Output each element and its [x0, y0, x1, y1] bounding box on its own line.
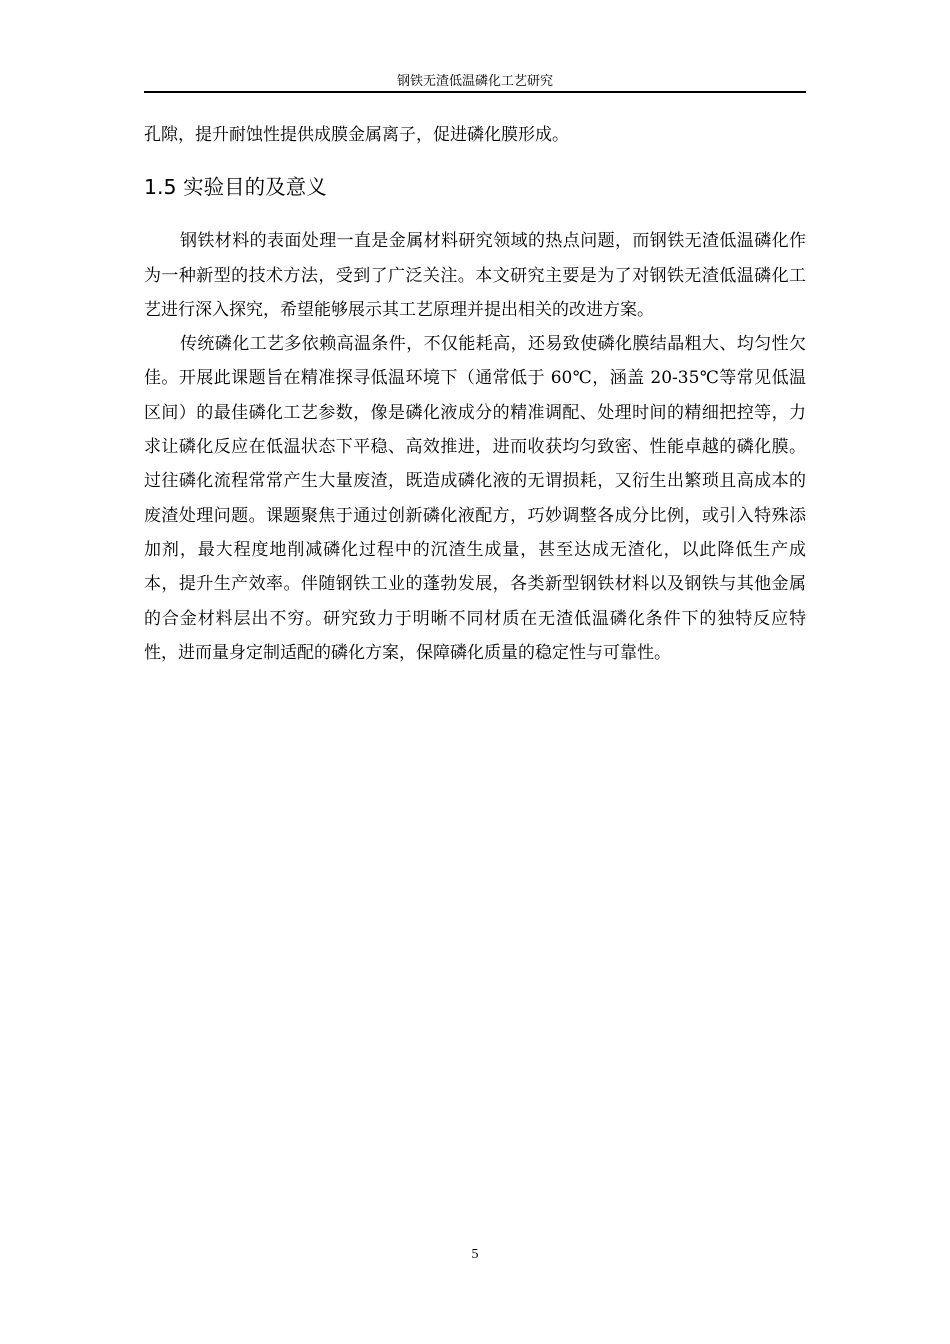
section-heading: 1.5 实验目的及意义	[144, 175, 327, 200]
page-body	[144, 118, 806, 670]
page-number: 5	[471, 1247, 479, 1262]
page-header	[144, 70, 806, 93]
continuation-paragraph: 孔隙，提升耐蚀性提供成膜金属离子，促进磷化膜形成。	[144, 125, 569, 145]
body-paragraph-1: 钢铁材料的表面处理一直是金属材料研究领域的热点问题，而钢铁无渣低温磷化作为一种新型的技术方法，受到了广泛关注。本文研究主要是为了对钢铁无渣低温磷化工艺进行深入探究，希望能够展示其工艺原理并提出相关的改进方案。	[144, 231, 806, 320]
header-title: 钢铁无渣低温磷化工艺研究	[396, 74, 553, 89]
body-paragraph-2: 传统磷化工艺多依赖高温条件，不仅能耗高，还易致使磷化膜结晶粗大、均匀性欠佳。开展此课题旨在精准探寻低温环境下（通常低于 60℃，涵盖 20-35℃等常见低温区间）的最佳磷化工艺参数，像是磷化液成分的精准调配、处理时间的精细把控等，力求让磷化反应在低温状态下平稳、高效推进，进而收获均匀致密、性能卓越的磷化膜。过往磷化流程常常产生大量废渣，既造成磷化液的无谓损耗，又衍生出繁琐且高成本的废渣处理问题。课题聚焦于通过创新磷化液配方，巧妙调整各成分比例，或引入特殊添加剂，最大程度地削减磷化过程中的沉渣生成量，甚至达成无渣化，以此降低生产成本，提升生产效率。伴随钢铁工业的蓬勃发展，各类新型钢铁材料以及钢铁与其他金属的合金材料层出不穷。研究致力于明晰不同材质在无渣低温磷化条件下的独特反应特性，进而量身定制适配的磷化方案，保障磷化质量的稳定性与可靠性。	[144, 334, 806, 663]
